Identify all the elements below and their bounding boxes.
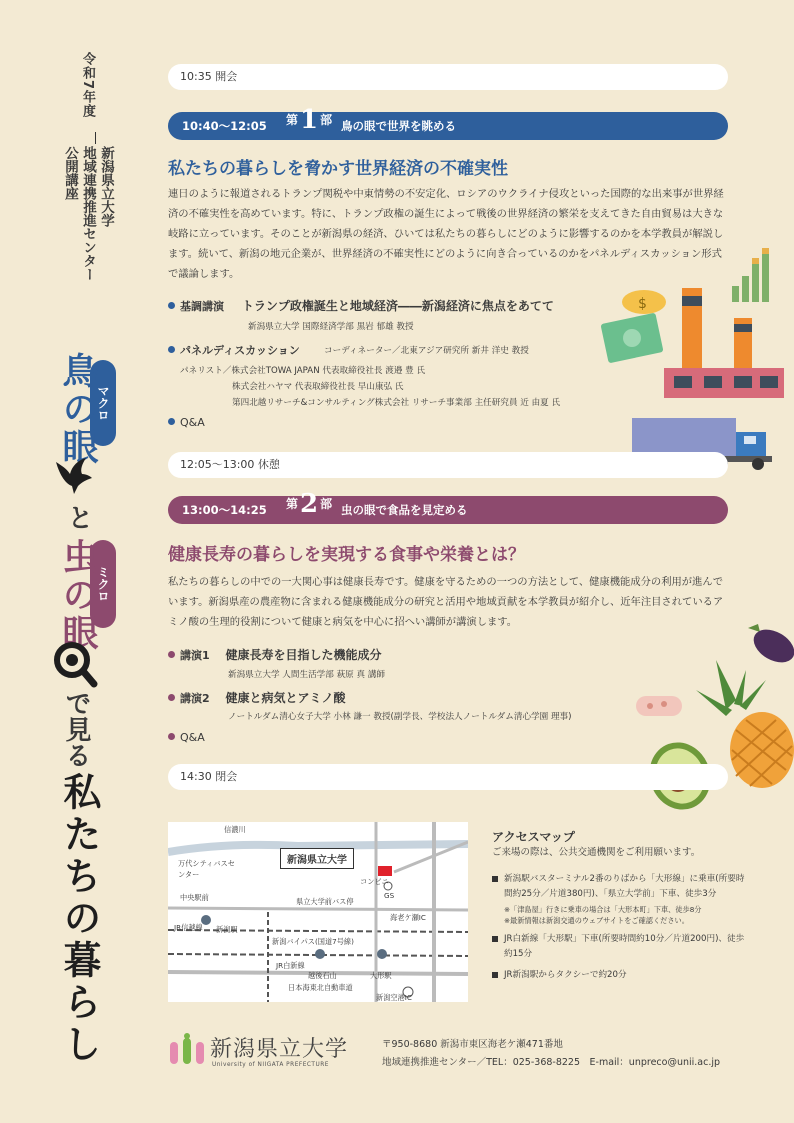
bullet-icon <box>168 346 175 353</box>
university-logo-icon <box>168 1032 206 1072</box>
title-demiru: で見る <box>61 690 91 768</box>
access-title: アクセスマップ <box>492 830 575 844</box>
route-1-text: 新潟駅バスターミナル2番のりばから「大形線」に乗車(所要時間約25分／片道380円)、「県立大学前」下車、徒歩3分 <box>504 874 745 899</box>
closing-time <box>168 764 728 790</box>
map-label-konbini: コンビニ <box>360 877 389 886</box>
footer-logo-ja: 新潟県立大学 <box>210 1037 349 1062</box>
map-label-ebigase-ic: 海老ケ瀬IC <box>390 913 426 922</box>
part2-title: 虫の眼で食品を見定める <box>341 503 468 517</box>
part1-title: 鳥の眼で世界を眺める <box>341 119 456 133</box>
route-3-text: JR新潟駅からタクシーで約20分 <box>504 970 627 980</box>
org-line2: 地域連携推進センター <box>80 146 96 281</box>
macro-tag: マクロ <box>90 360 116 446</box>
keynote-speaker: 新潟県立大学 国際経済学部 黒岩 郁雄 教授 <box>248 322 414 332</box>
panelist-1: パネリスト／株式会社TOWA JAPAN 代表取締役社長 渡邉 豊 氏 <box>180 366 426 376</box>
square-bullet-icon <box>492 876 498 882</box>
lecture1-speaker: 新潟県立大学 人間生活学部 萩原 真 講師 <box>228 670 386 680</box>
footer-logo-en: University of NIIGATA PREFECTURE <box>212 1062 329 1068</box>
keynote-label: 基調講演 <box>180 300 224 313</box>
lecture2-item <box>168 689 346 706</box>
qa-label-2: Q&A <box>180 731 205 744</box>
keynote-item <box>168 297 554 314</box>
bullet-icon <box>168 733 175 740</box>
part1-label <box>286 106 332 134</box>
bullet-icon <box>168 418 175 425</box>
map-label-airport-ic: 新潟空港IC <box>376 993 412 1002</box>
part2-post: 部 <box>320 497 333 511</box>
title-main: 私たちの暮らし <box>57 772 101 1066</box>
bullet-icon <box>168 651 175 658</box>
bird-icon <box>52 456 94 500</box>
closing-text: 14:30 閉会 <box>180 770 238 783</box>
opening-text: 10:35 開会 <box>180 70 238 83</box>
map-label-bus-stop: 県立大学前バス停 <box>296 897 354 906</box>
square-bullet-icon <box>492 972 498 978</box>
footer-contact: 地域連携推進センター／TEL：025-368-8225 E-mail：unpreco@unii.ac.jp <box>382 1057 721 1068</box>
part1-time: 10:40～12:05 <box>182 119 267 133</box>
lecture1-item <box>168 646 382 663</box>
map-university-label: 新潟県立大学 <box>280 848 354 869</box>
part2-bar <box>168 489 728 524</box>
panelist-3: 第四北越リサーチ&コンサルティング株式会社 リサーチ事業部 主任研究員 近 由夏 氏 <box>232 398 561 408</box>
qa-item-2 <box>168 731 205 744</box>
break-text: 12:05～13:00 休憩 <box>180 458 280 471</box>
section1-body: 連日のように報道されるトランプ関税や中東情勢の不安定化、ロシアのウクライナ侵攻といった国際的な出来事が世界経済の不確実性を高めています。特に、トランプ政権の誕生によって戦後の世界経済の繁栄を支えてきた自由貿易は大きな岐路に立っています。そのことが新潟県の経済、ひいては私たちの暮らしにどのように影響するのかを本学教員が解説します。続いて、新潟の地元企業が、世界経済の不確実性にどのように向き合っているのかをパネルディスカッション形式で議論します。 <box>168 188 724 280</box>
keynote-title: トランプ政権誕生と地域経済 <box>241 299 398 313</box>
map-label-bypass: 新潟バイパス(国道7号線) <box>272 937 354 946</box>
section1-heading: 私たちの暮らしを脅かす世界経済の不確実性 <box>168 159 508 179</box>
map-label-expressway: 日本海東北自動車道 <box>288 983 353 992</box>
title-insect-eye: 虫の眼 <box>57 538 98 652</box>
part2-number: 2 <box>300 489 319 519</box>
access-info <box>492 830 752 983</box>
lecture2-speaker: ノートルダム清心女子大学 小林 謙一 教授(副学長、学校法人ノートルダム清心学園 理事) <box>228 712 572 722</box>
org-line1: 新潟県立大学 <box>98 146 114 227</box>
svg-text:$: $ <box>638 296 647 312</box>
map-label-jr-shinetsu: JR信越線 <box>174 923 203 932</box>
square-bullet-icon <box>492 936 498 942</box>
panelist-2: 株式会社ハヤマ 代表取締役社長 早山康弘 氏 <box>232 382 404 392</box>
factory-icon <box>664 278 784 402</box>
micro-tag: ミクロ <box>90 540 116 628</box>
access-map <box>168 822 468 1002</box>
map-label-bandai: 万代シティバスセンター <box>178 859 235 879</box>
break-time <box>168 452 728 478</box>
section2-heading: 健康長寿の暮らしを実現する食事や栄養とは？ <box>168 545 525 565</box>
map-label-ishiyama: 越後石山 <box>308 971 337 980</box>
opening-time <box>168 64 728 90</box>
map-label-gs: GS <box>384 891 395 900</box>
part1-bar <box>168 105 728 140</box>
title-to: と <box>63 504 93 530</box>
side-divider <box>95 132 96 144</box>
route-2 <box>492 932 752 962</box>
qa-label-1: Q&A <box>180 416 205 429</box>
org-line3: 公開講座 <box>62 146 78 200</box>
bullet-icon <box>168 302 175 309</box>
lecture1-title: 健康長寿を目指した機能成分 <box>225 648 382 662</box>
part1-number: 1 <box>300 105 319 135</box>
lecture2-title: 健康と病気とアミノ酸 <box>225 691 346 705</box>
magnifier-icon <box>52 640 98 692</box>
part1-pre: 第 <box>286 113 299 127</box>
route-1 <box>492 872 752 902</box>
part2-pre: 第 <box>286 497 299 511</box>
panel-label: パネルディスカッション <box>180 344 300 357</box>
route-3 <box>492 968 752 983</box>
footer-address: 〒950-8680 新潟市東区海老ケ瀬471番地 <box>382 1039 563 1050</box>
section2-body: 私たちの暮らしの中での一大関心事は健康長寿です。健康を守るための一つの方法として、健康機能成分の利用が進んでいます。新潟県産の農産物に含まれる健康機能成分の研究と活用や地域貢献を本学教員が紹介し、近年注目されているアミノ酸の生理的役割について健康と病気を中心に招へい講師が講演します。 <box>168 576 724 628</box>
route-2-text: JR白新線「大形駅」下車(所要時間約10分／片道200円)、徒歩約15分 <box>504 934 745 959</box>
map-label-ekimae: 中央駅前 <box>180 893 209 902</box>
map-label-ogata-sta: 大形駅 <box>370 971 392 980</box>
qa-item-1 <box>168 416 205 429</box>
part2-time: 13:00～14:25 <box>182 503 267 517</box>
keynote-subtitle: ――新潟経済に焦点をあてて <box>397 299 554 313</box>
panel-item <box>168 342 300 358</box>
map-label-shinano: 信濃川 <box>224 825 246 834</box>
money-icon <box>598 288 670 372</box>
access-lead: ご来場の際は、公共交通機関をご利用願います。 <box>492 847 701 858</box>
route-note-1: ※「津島屋」行きに乗車の場合は「大形本町」下車、徒歩8分 <box>504 905 702 914</box>
part2-label <box>286 490 332 518</box>
lecture2-label: 講演2 <box>180 692 210 705</box>
lecture1-label: 講演1 <box>180 649 210 662</box>
map-label-niigata-sta: 新潟駅 <box>216 925 238 934</box>
part1-post: 部 <box>320 113 333 127</box>
title-bird-eye: 鳥の眼 <box>57 352 98 466</box>
bullet-icon <box>168 694 175 701</box>
era-label: 令和7年度 <box>80 52 95 119</box>
meat-icon <box>634 692 686 726</box>
route-note-2: ※最新情報は新潟交通のウェブサイトをご確認ください。 <box>504 916 689 925</box>
coordinator: コーディネーター／北東アジア研究所 新井 洋史 教授 <box>324 346 529 356</box>
map-label-jr-hakushin: JR白新線 <box>276 961 305 970</box>
